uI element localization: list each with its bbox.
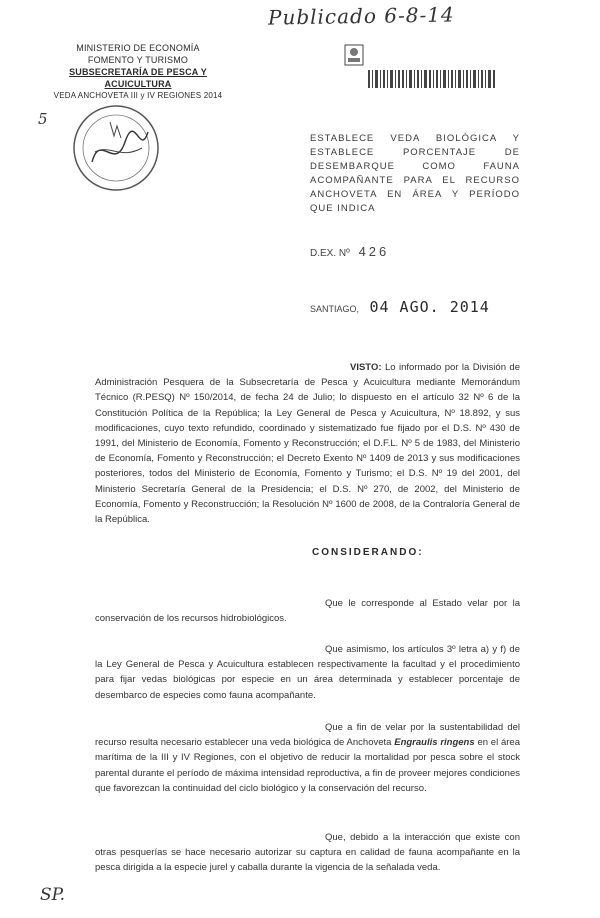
visto-lead: VISTO: [350, 362, 382, 373]
ministry-subname: FOMENTO Y TURISMO [87, 55, 189, 65]
official-seal-icon [70, 102, 162, 194]
considerando-paragraph-1: Que le corresponde al Estado velar por la conservación de los recursos hidrobiológicos. [95, 598, 520, 625]
ministry-name: MINISTERIO DE ECONOMÍA [76, 43, 200, 53]
date-value: 04 AGO. 2014 [369, 298, 490, 316]
visto-text: Lo informado por la División de Administración Pesquera de la Subsecretaría de Pesca y Acuicultura mediante Memorándum Técnico (R.PESQ) Nº 150/2014, de fecha 24 de Julio; lo dispuesto en el artículo 32 Nº 6 de la Constitución Política de la República; la Ley General de Pesca y Acuicultura, Nº 18.892, y sus modificaciones, cuyo texto refundido, coordinado y sistematizado fue fijado por el D.S. Nº 430 de 1991, del Ministerio de Economía, Fomento y Reconstrucción; el D.F.L. Nº 5 de 1983, del Ministerio de Economía, Fomento y Reconstrucción; el Decreto Exento Nº 1409 de 2013 y sus modificaciones posteriores, todos del Ministerio de Economía, Fomento y Turismo; el D.S. Nº 19 del 2001, del Ministerio Secretaría General de la Presidencia; el D.S. Nº 270, de 2002, del Ministerio de Economía, Fomento y Reconstrucción; la Resolución Nº 1600 de 2008, de la Contraloría General de la República. [95, 362, 521, 526]
ministry-header [38, 42, 238, 102]
date-city: SANTIAGO, [310, 304, 360, 314]
considerando-paragraph-3 [95, 720, 520, 796]
document-stamp [336, 40, 496, 100]
paragraph-3-end: en el área marítima de la III y IV Regiones, con el objetivo de reducir la mortalidad por pesca sobre el stock parental durante el período de máxima intensidad reproductiva, a fin de proveer mejores condiciones que favorezcan la continuidad del ciclo biológico y la conservación del recurso. [95, 737, 520, 794]
visto-paragraph [95, 360, 520, 527]
file-reference: VEDA ANCHOVETA III y IV REGIONES 2014 [53, 91, 223, 100]
decree-number [310, 244, 389, 259]
emblem-icon [344, 44, 364, 66]
barcode-icon [368, 70, 496, 88]
considerando-heading: CONSIDERANDO: [312, 547, 424, 558]
document-title: ESTABLECE VEDA BIOLÓGICA Y ESTABLECE PORCENTAJE DE DESEMBARQUE COMO FAUNA ACOMPAÑANTE PARA EL RECURSO ANCHOVETA EN ÁREA Y PERÍODO QUE INDICA [310, 133, 520, 214]
considerando-paragraph-2: Que asimismo, los artículos 3º letra a) y f) de la Ley General de Pesca y Acuicultura establecen respectivamente la facultad y el procedimiento para fijar vedas biológicas por especie en un área determinada y establecer porcentaje de desembarco de especies como fauna acompañante. [95, 644, 520, 701]
handwritten-publication-note: Publicado 6-8-14 [267, 2, 455, 30]
decree-date [310, 298, 490, 317]
considerando-paragraph-4: Que, debido a la interacción que existe con otras pesquerías se hace necesario autorizar su captura en calidad de fauna acompañante en la pesca dirigida a la especie jurel y caballa durante la vigencia de la señalada veda. [95, 832, 520, 874]
decree-value: 426 [358, 244, 390, 259]
subsecretary-name: SUBSECRETARÍA DE PESCA Y ACUICULTURA [69, 67, 207, 89]
decree-label: D.EX. Nº [310, 248, 350, 259]
species-name: Engraulis ringens [394, 737, 475, 749]
margin-mark: 5 [38, 110, 48, 128]
bottom-margin-mark: SP. [40, 885, 66, 905]
paragraph-3-start: Que a fin de velar por la sustentabilidad del recurso resulta necesario establecer una veda biológica de Anchoveta [95, 722, 520, 749]
